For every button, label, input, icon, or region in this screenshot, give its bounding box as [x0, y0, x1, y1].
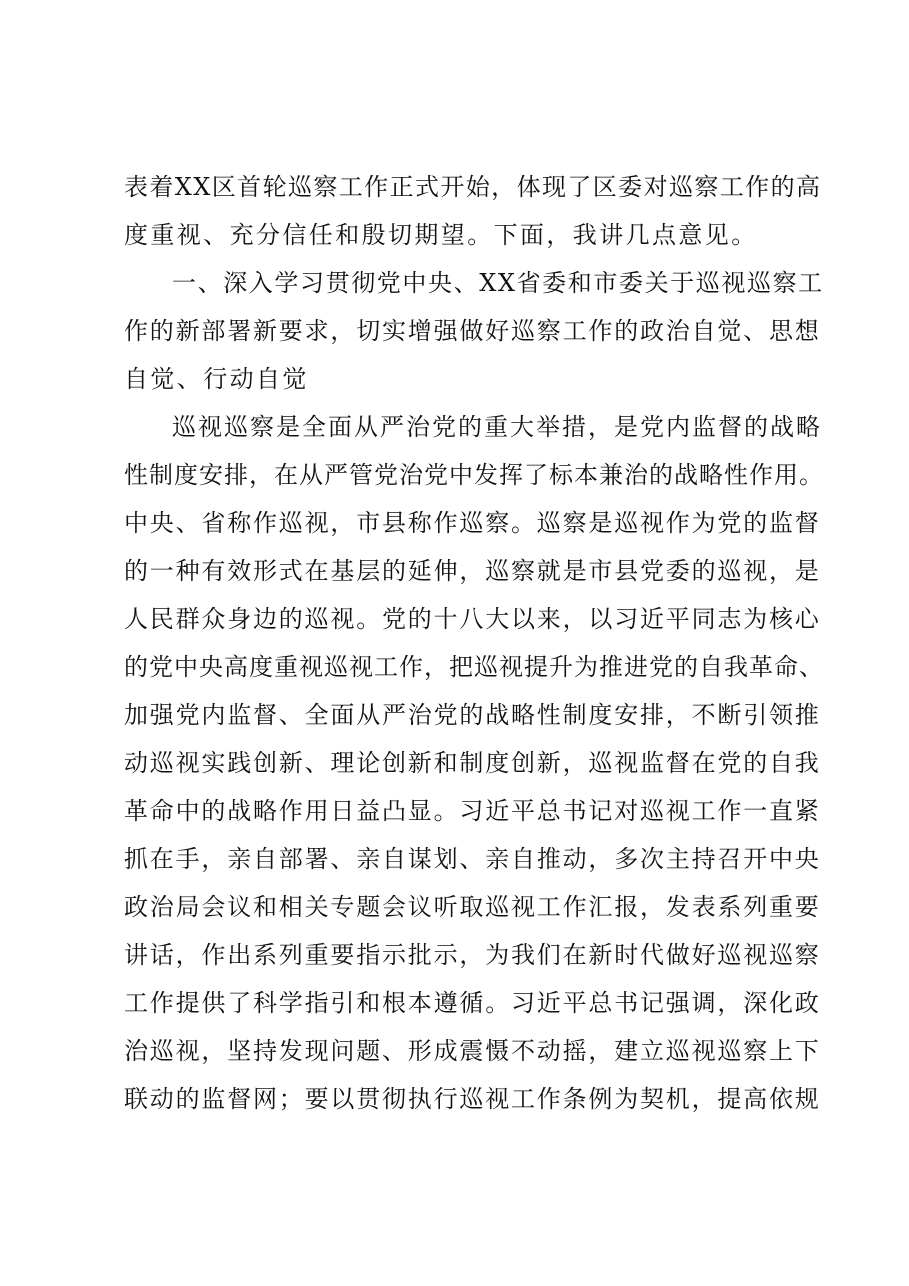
text-line: 动巡视实践创新、理论创新和制度创新，巡视监督在党的自我: [124, 749, 821, 777]
text-line: 讲话，作出系列重要指示批示，为我们在新时代做好巡视巡察: [124, 941, 821, 969]
text-line: 巡视巡察是全面从严治党的重大举措，是党内监督的战略: [172, 413, 822, 441]
section-heading-1: [124, 259, 824, 403]
text-line: 度重视、充分信任和殷切期望。下面，我讲几点意见。: [124, 221, 758, 249]
paragraph-intro-closing: [124, 163, 824, 259]
text-line: 中央、省称作巡视，市县称作巡察。巡察是巡视作为党的监督: [124, 509, 821, 537]
text-line: 人民群众身边的巡视。党的十八大以来，以习近平同志为核心: [124, 605, 821, 633]
document-body: [124, 163, 824, 1123]
text-line: 联动的监督网；要以贯彻执行巡视工作条例为契机，提高依规: [124, 1085, 821, 1113]
text-line: 性制度安排，在从严管党治党中发挥了标本兼治的战略性作用。: [124, 461, 824, 489]
paragraph-body: [124, 403, 824, 1123]
heading-line: 一、深入学习贯彻党中央、XX省委和市委关于巡视巡察工: [172, 269, 824, 297]
text-line: 工作提供了科学指引和根本遵循。习近平总书记强调，深化政: [124, 989, 821, 1017]
heading-line: 作的新部署新要求，切实增强做好巡察工作的政治自觉、思想: [124, 317, 821, 345]
text-line: 的一种有效形式在基层的延伸，巡察就是市县党委的巡视，是: [124, 557, 821, 585]
text-line: 表着XX区首轮巡察工作正式开始，体现了区委对巡察工作的高: [124, 173, 822, 201]
text-line: 的党中央高度重视巡视工作，把巡视提升为推进党的自我革命、: [124, 653, 824, 681]
text-line: 抓在手，亲自部署、亲自谋划、亲自推动，多次主持召开中央: [124, 845, 821, 873]
text-line: 革命中的战略作用日益凸显。习近平总书记对巡视工作一直紧: [124, 797, 821, 825]
heading-line: 自觉、行动自觉: [124, 365, 309, 393]
text-line: 加强党内监督、全面从严治党的战略性制度安排，不断引领推: [124, 701, 821, 729]
text-line: 政治局会议和相关专题会议听取巡视工作汇报，发表系列重要: [124, 893, 821, 921]
text-line: 治巡视，坚持发现问题、形成震慑不动摇，建立巡视巡察上下: [124, 1037, 821, 1065]
